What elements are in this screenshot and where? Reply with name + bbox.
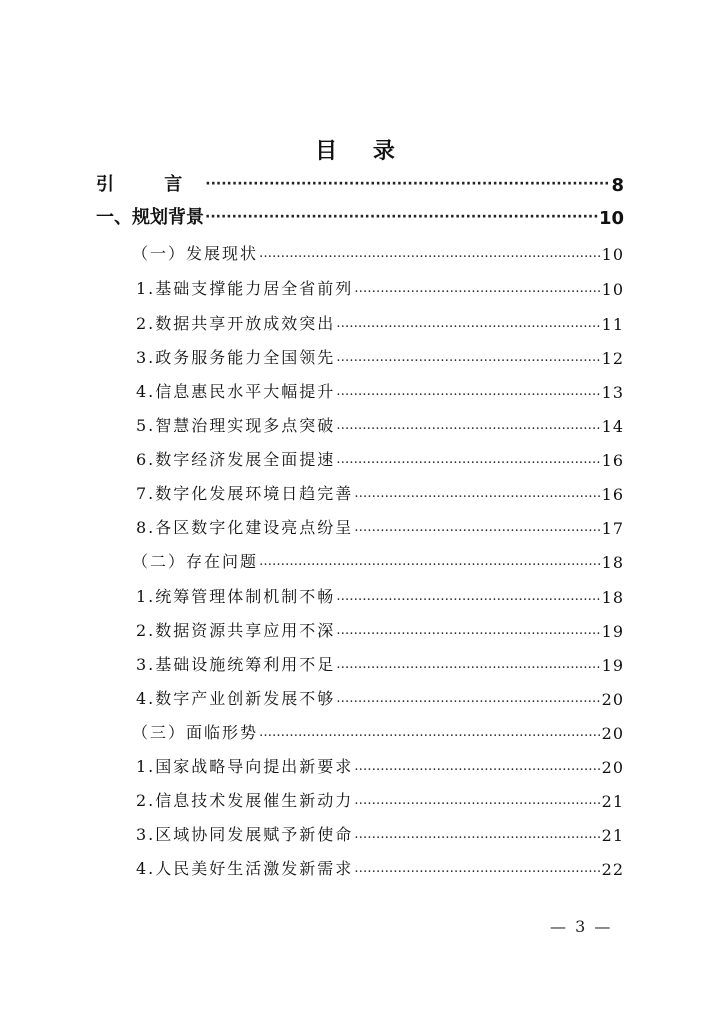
dot-leader [336,450,600,470]
toc-entry-subsection[interactable] [136,476,624,504]
toc-entry-label: 6.数字经济发展全面提速 [136,450,336,469]
toc-entry-page: 17 [601,519,624,538]
toc-entry-page: 10 [601,245,624,264]
dot-leader [354,518,600,538]
toc-entry-label: 一、规划背景 [96,207,204,228]
toc-entry-label: （二）存在问题 [132,552,259,571]
toc-entry-page: 21 [601,826,624,845]
toc-entry-subsection[interactable] [136,817,624,845]
page-number: — 3 — [550,917,613,936]
dot-leader [336,348,600,368]
dot-leader [336,621,600,641]
toc-entry-page: 10 [601,280,624,299]
toc-entry-page: 21 [601,792,624,811]
toc-entry-label: 3.区域协同发展赋予新使命 [136,825,354,844]
toc-entry-page: 18 [601,553,624,572]
toc-entry-label: 1.统筹管理体制机制不畅 [136,587,336,606]
dot-leader [336,416,600,436]
toc-entry-subsection[interactable] [136,374,624,402]
toc-entry-label: （一）发展现状 [132,244,259,263]
toc-entry-page: 20 [601,690,624,709]
toc-entry-label: 3.政务服务能力全国领先 [136,348,336,367]
toc-entry-subsection[interactable] [136,851,624,879]
toc-entry-subsection[interactable] [136,613,624,641]
toc-entry-section[interactable] [132,544,624,572]
dot-leader [336,587,600,607]
toc-entry-label: 2.数据共享开放成效突出 [136,314,336,333]
toc-entry-page: 19 [601,656,624,675]
toc-entry-label: 4.信息惠民水平大幅提升 [136,382,336,401]
toc-entry-chapter-1[interactable] [96,201,624,229]
toc-entry-subsection[interactable] [136,681,624,709]
toc-title: 目 录 [315,139,409,164]
toc-entry-page: 10 [598,208,624,229]
dot-leader [354,859,600,879]
dot-leader [336,314,600,334]
toc-entry-page: 19 [601,622,624,641]
toc-entry-label: （三）面临形势 [132,723,259,742]
toc-entry-page: 12 [601,349,624,368]
toc-entry-subsection[interactable] [136,340,624,368]
dot-leader [354,279,600,299]
dot-leader [259,244,601,264]
dot-leader [354,825,600,845]
dot-leader [354,757,600,777]
toc-entry-label: 1.国家战略导向提出新要求 [136,757,354,776]
toc-entry-label: 1.基础支撑能力居全省前列 [136,279,354,298]
toc-entry-page: 20 [601,758,624,777]
toc-entry-page: 13 [601,383,624,402]
toc-entry-label: 2.信息技术发展催生新动力 [136,791,354,810]
toc-entry-label: 2.数据资源共享应用不深 [136,621,336,640]
dot-leader [336,689,600,709]
dot-leader [259,552,601,572]
toc-entry-label: 3.基础设施统筹利用不足 [136,655,336,674]
toc-entry-label: 5.智慧治理实现多点突破 [136,416,336,435]
toc-entry-subsection[interactable] [136,408,624,436]
dot-leader [336,655,600,675]
dot-leader [205,174,610,196]
toc-entry-label: 4.人民美好生活激发新需求 [136,859,354,878]
toc-entry-subsection[interactable] [136,579,624,607]
toc-entry-page: 8 [611,175,624,196]
dot-leader [354,484,600,504]
toc-entry-page: 14 [601,417,624,436]
toc-entry-subsection[interactable] [136,783,624,811]
toc-entry-subsection[interactable] [136,442,624,470]
toc-entry-page: 11 [601,315,624,334]
toc-entry-page: 16 [601,485,624,504]
dot-leader [205,207,598,229]
toc-entry-label: 8.各区数字化建设亮点纷呈 [136,518,354,537]
toc-entry-page: 16 [601,451,624,470]
toc-entry-section[interactable] [132,236,624,264]
toc-entry-subsection[interactable] [136,647,624,675]
toc-entry-section[interactable] [132,715,624,743]
toc-entry-label: 引 言 [96,174,205,195]
toc-entry-label: 4.数字产业创新发展不够 [136,689,336,708]
dot-leader [336,382,600,402]
toc-entry-subsection[interactable] [136,271,624,299]
toc-entry-subsection[interactable] [136,306,624,334]
toc-entry-subsection[interactable] [136,749,624,777]
toc-entry-subsection[interactable] [136,510,624,538]
toc-entry-intro[interactable] [96,168,624,196]
toc-entry-page: 22 [601,860,624,879]
toc-entry-page: 18 [601,588,624,607]
dot-leader [354,791,600,811]
dot-leader [259,723,601,743]
toc-entry-page: 20 [601,724,624,743]
toc-entry-label: 7.数字化发展环境日趋完善 [136,484,354,503]
